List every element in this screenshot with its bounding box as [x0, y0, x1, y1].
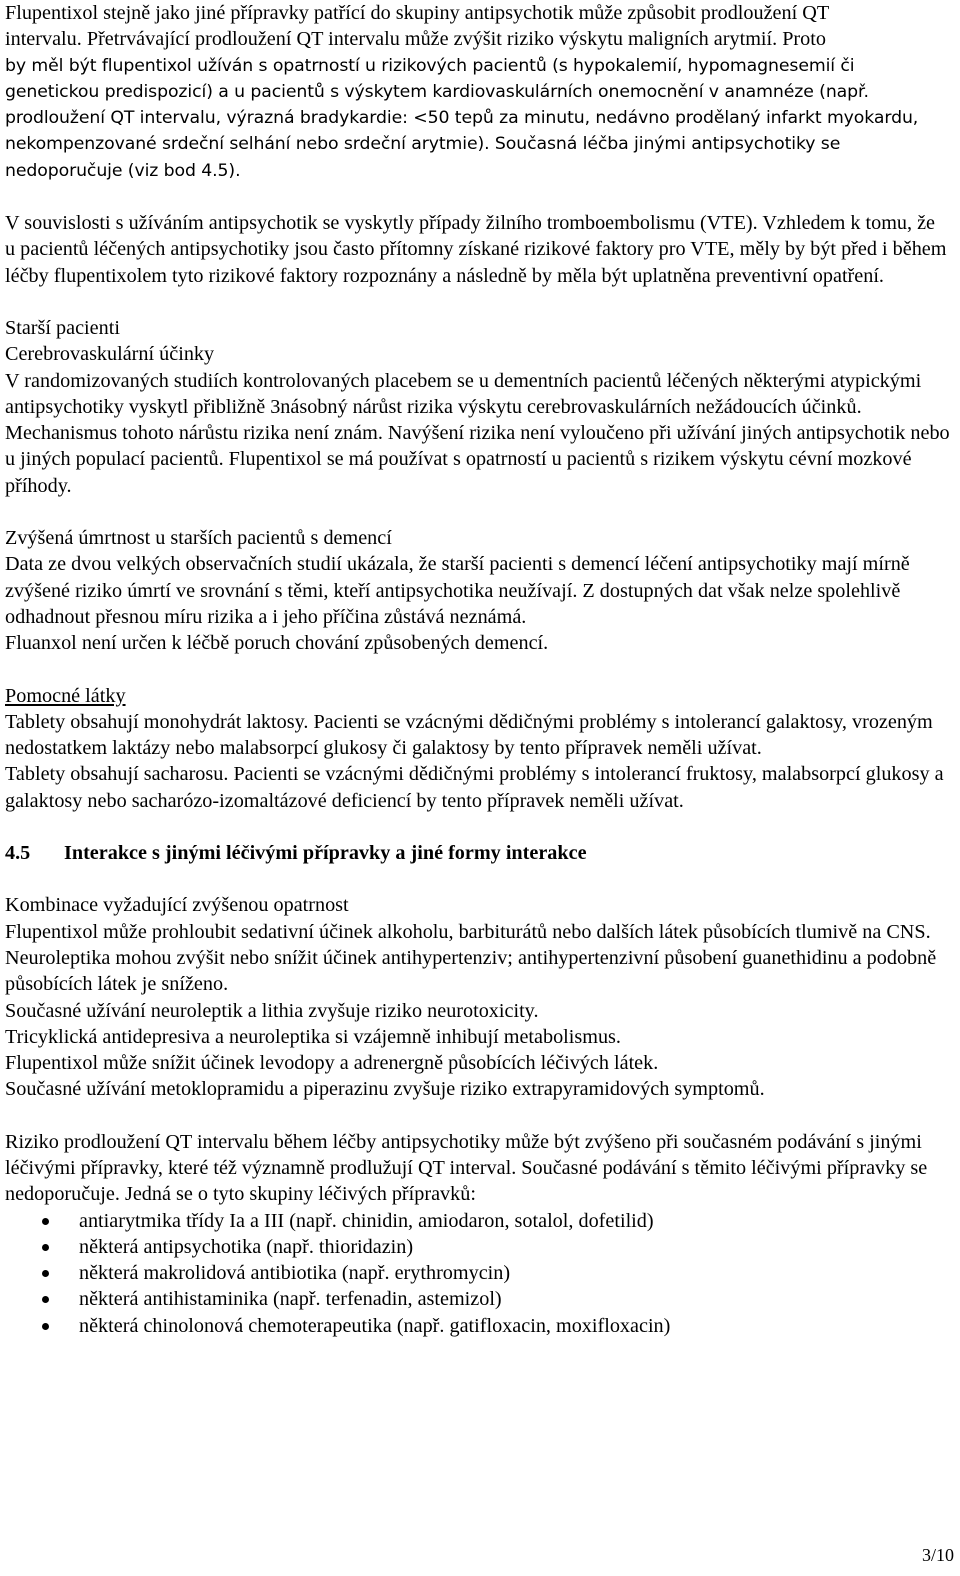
- list-item: některá chinolonová chemoterapeutika (např. gatifloxacin, moxifloxacin): [5, 1313, 950, 1339]
- combination-title: Kombinace vyžadující zvýšenou opatrnost: [5, 894, 349, 917]
- section-title: Interakce s jinými léčivými přípravky a jiné formy interakce: [64, 842, 587, 865]
- bullet-icon: [42, 1270, 49, 1277]
- combination-line: Současné užívání neuroleptik a lithia zvyšuje riziko neurotoxicity.: [5, 999, 539, 1022]
- bullet-icon: [42, 1296, 49, 1303]
- qt-warning-line-2: intervalu. Přetrvávající prodloužení QT intervalu může zvýšit riziko výskytu maligních arytmií. Proto: [5, 28, 826, 51]
- list-item: antiarytmika třídy Ia a III (např. chinidin, amiodaron, sotalol, dofetilid): [5, 1208, 950, 1234]
- older-patients-title: Starší pacienti: [5, 316, 120, 339]
- list-item: některá antihistaminika (např. terfenadin, astemizol): [5, 1286, 950, 1312]
- combination-line: Flupentixol může snížit účinek levodopy a adrenergně působících léčivých látek.: [5, 1052, 659, 1075]
- combination-line: Neuroleptika mohou zvýšit nebo snížit účinek antihypertenziv; antihypertenzivní působení guanethidinu a podobně působících látek je sníženo.: [5, 946, 937, 996]
- combination-line: Flupentixol může prohloubit sedativní účinek alkoholu, barbiturátů nebo dalších látek působících tlumivě na CNS.: [5, 920, 931, 943]
- excipients-lactose: Tablety obsahují monohydrát laktosy. Pacienti se vzácnými dědičnými problémy s intolerancí galaktosy, vrozeným nedostatkem laktázy nebo malabsorpcí glukosy či galaktosy by tento přípravek neměli užívat.: [5, 710, 933, 760]
- qt-warning-paragraph: by měl být flupentixol užíván s opatrností u rizikových pacientů (s hypokalemií, hypomagnesemií či genetickou predispozicí) a u pacientů s výskytem kardiovaskulárních onemocnění v anamnéze (např. prodloužení QT intervalu, výrazná bradykardie: <50 tepů za minutu, nedávno prodělaný infarkt myokardu, nekompenzované srdeční selhání nebo srdeční arytmie). Současná léčba jinými antipsychotiky se nedoporučuje (viz bod 4.5).: [5, 55, 919, 181]
- drug-group-list: [5, 1208, 950, 1339]
- combination-line: Tricyklická antidepresiva a neuroleptika si vzájemně inhibují metabolismus.: [5, 1025, 621, 1048]
- excipients-sucrose: Tablety obsahují sacharosu. Pacienti se vzácnými dědičnými problémy s intolerancí fruktosy, malabsorpcí glukosy a galaktosy nebo sacharózo-izomaltázové deficiencí by tento přípravek neměli užívat.: [5, 763, 944, 812]
- cerebrovascular-paragraph: V randomizovaných studiích kontrolovaných placebem se u dementních pacientů léčených některými atypickými antipsychotiky vyskytl přibližně 3násobný nárůst rizika výskytu cerebrovaskulárních nežádoucích účinků. Mechanismus tohoto nárůstu rizika není znám. Navýšení rizika není vyloučeno při užívání jiných antipsychotik nebo u jiných populací pacientů. Flupentixol se má používat s opatrností u pacientů s rizikem výskytu cévní mozkové příhody.: [5, 369, 950, 497]
- mortality-paragraph: Data ze dvou velkých observačních studií ukázala, že starší pacienti s demencí léčení antipsychotiky mají mírně zvýšené riziko úmrtí ve srovnání s těmi, kteří antipsychotika neužívají. Z dostupných dat však nelze spolehlivě odhadnout přesnou míru rizika a i jeho příčina zůstává neznámá.: [5, 553, 910, 628]
- bullet-icon: [42, 1323, 49, 1330]
- excipients-title: Pomocné látky: [5, 684, 126, 707]
- combination-line: Současné užívání metoklopramidu a piperazinu zvyšuje riziko extrapyramidových symptomů.: [5, 1078, 765, 1101]
- qt-risk-paragraph: Riziko prodloužení QT intervalu během léčby antipsychotiky může být zvýšeno při současném podávání s jinými léčivými přípravky, které též významně prodlužují QT interval. Současné podávání s těmito léčivými přípravky se nedoporučuje. Jedná se o tyto skupiny léčivých přípravků:: [5, 1130, 928, 1206]
- bullet-icon: [42, 1244, 49, 1251]
- mortality-title: Zvýšená úmrtnost u starších pacientů s demencí: [5, 527, 392, 550]
- cerebrovascular-title: Cerebrovaskulární účinky: [5, 343, 215, 366]
- section-number: 4.5: [5, 842, 31, 865]
- bullet-icon: [42, 1218, 49, 1225]
- page-number: 3/10: [921, 1544, 954, 1565]
- section-heading: [5, 840, 950, 866]
- qt-warning-line-1: Flupentixol stejně jako jiné přípravky patřící do skupiny antipsychotik může způsobit prodloužení QT: [5, 2, 830, 24]
- mortality-paragraph-2: Fluanxol není určen k léčbě poruch chování způsobených demencí.: [5, 632, 549, 655]
- vte-paragraph: V souvislosti s užíváním antipsychotik se vyskytly případy žilního tromboembolismu (VTE). Vzhledem k tomu, že u pacientů léčených antipsychotiky jsou často přítomny získané rizikové faktory pro VTE, měly by být před i během léčby flupentixolem tyto rizikové faktory rozpoznány a následně by měla být uplatněna preventivní opatření.: [5, 212, 947, 287]
- list-item: některá antipsychotika (např. thioridazin): [5, 1234, 950, 1260]
- page-content: [5, 0, 950, 1339]
- list-item: některá makrolidová antibiotika (např. erythromycin): [5, 1260, 950, 1286]
